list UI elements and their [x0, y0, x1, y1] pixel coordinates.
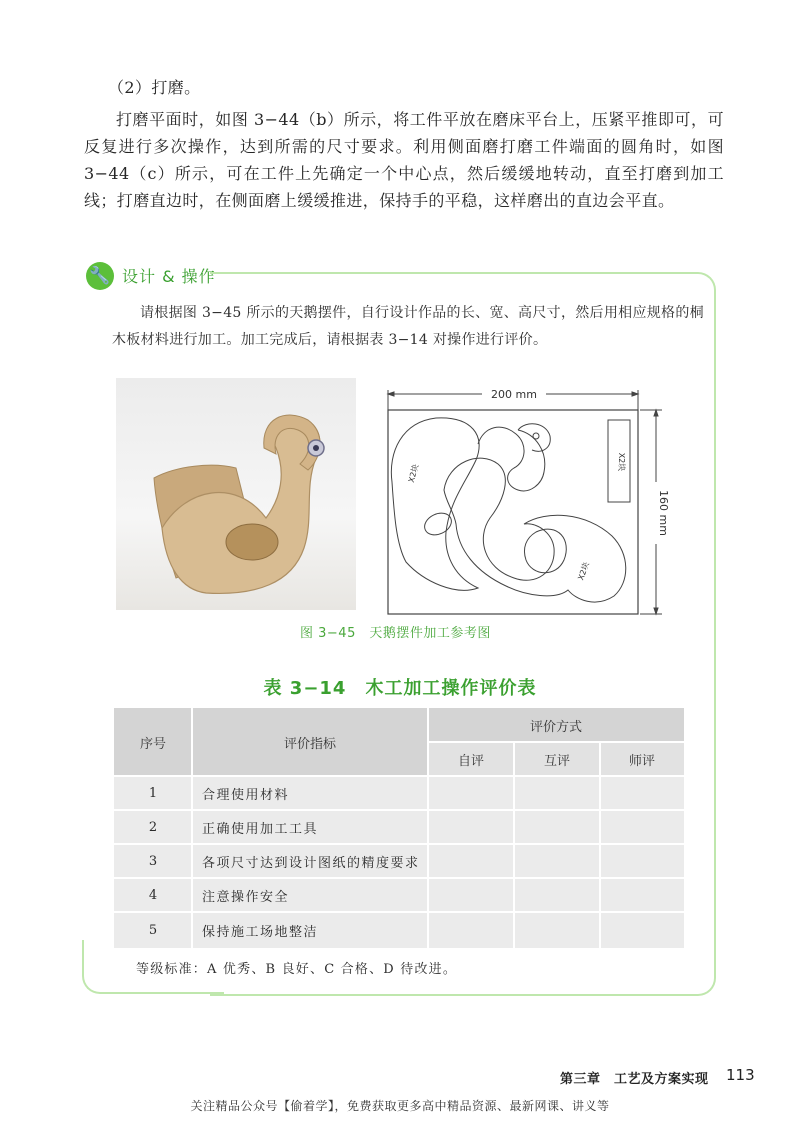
section-heading: （2）打磨。: [108, 78, 201, 97]
grade-standard-note: 等级标准：A 优秀、B 良好、C 合格、D 待改进。: [136, 962, 458, 977]
footer-note: 关注精品公众号【偷着学】，免费获取更多高中精品资源、最新网课、讲义等: [190, 1099, 610, 1113]
header-seq: 序号: [114, 708, 192, 776]
table-row-2-indicator: 正确使用加工工具: [202, 821, 319, 837]
evaluation-table: [114, 708, 684, 948]
header-teacher: 师评: [600, 742, 684, 776]
header-indicator: 评价指标: [192, 708, 428, 776]
part-label-body: X2块: [576, 560, 592, 582]
body-paragraph: 打磨平面时，如图 3−44（b）所示，将工件平放在磨床平台上，压紧平推即可，可反复进行多次操作，达到所需的尺寸要求。利用侧面磨打磨工件端面的圆角时，如图 3−44（c）所示，可在工件上先确定一个中心点，然后缓缓地转动，直至打磨到加工线；打磨直边时，在侧面磨上缓缓推进，保持手的平稳，这样磨出的直边会平直。: [84, 110, 724, 210]
table-row-1-num: 1: [148, 785, 158, 801]
table-row-4-indicator: 注意操作安全: [202, 889, 290, 905]
part-label-strip: X2块: [617, 452, 626, 472]
figure-caption: 图 3−45 天鹅摆件加工参考图: [300, 626, 491, 641]
header-self: 自评: [428, 742, 514, 776]
table-row-5-indicator: 保持施工场地整洁: [202, 924, 319, 940]
part-label-wing: X2块: [406, 463, 421, 484]
design-title: 设计 & 操作: [122, 267, 216, 286]
page-number: 113: [726, 1066, 755, 1084]
table-row-3-num: 3: [148, 853, 158, 869]
table-row-3-indicator: 各项尺寸达到设计图纸的精度要求: [202, 855, 420, 871]
header-peer: 互评: [514, 742, 600, 776]
chapter-title: 第三章 工艺及方案实现: [560, 1072, 709, 1087]
table-title: 表 3−14 木工加工操作评价表: [263, 678, 537, 699]
drawing-width-label: 200 mm: [491, 388, 537, 401]
swan-drawing: [386, 382, 668, 622]
table-row-5-num: 5: [148, 922, 158, 938]
wrench-icon: 🔧: [86, 262, 114, 290]
drawing-height-label: 160 mm: [657, 490, 670, 536]
table-row-2-num: 2: [148, 819, 158, 835]
design-instructions: 请根据图 3−45 所示的天鹅摆件，自行设计作品的长、宽、高尺寸，然后用相应规格的桐木板材料进行加工。加工完成后，请根据表 3−14 对操作进行评价。: [112, 305, 704, 348]
swan-photo: [116, 378, 356, 610]
header-method: 评价方式: [428, 708, 684, 742]
table-row-1-indicator: 合理使用材料: [202, 787, 290, 803]
table-row-4-num: 4: [148, 887, 158, 903]
